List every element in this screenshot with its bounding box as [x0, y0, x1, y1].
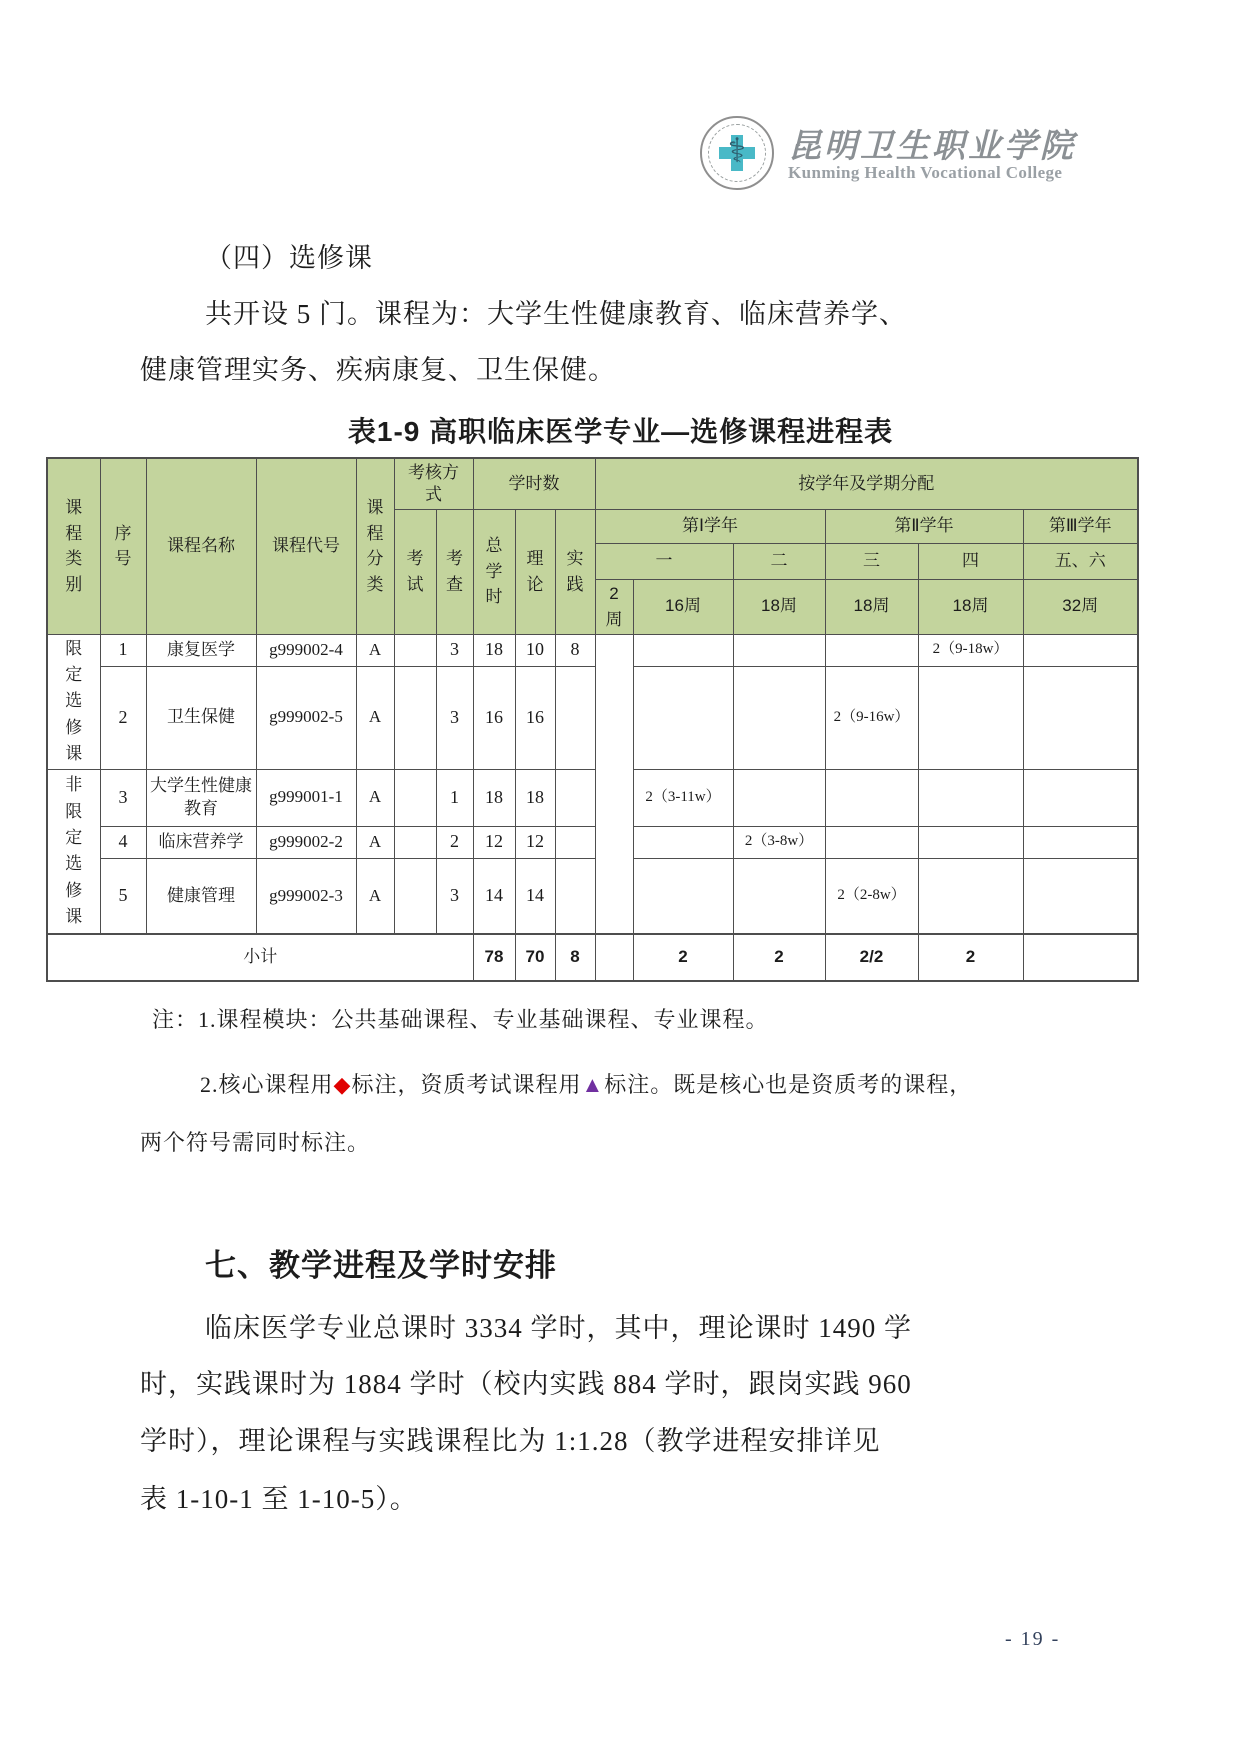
th-sem4: 四	[918, 543, 1023, 579]
th-sem3: 三	[825, 543, 918, 579]
th-theory: 理论	[515, 509, 555, 634]
subtotal-sem1: 2	[633, 934, 733, 981]
section4-heading: （四）选修课	[205, 243, 373, 273]
caduceus-icon: ⚕	[727, 133, 747, 170]
cell-seq: 4	[100, 826, 146, 858]
th-weeks32: 32周	[1023, 579, 1138, 634]
cell-sem3	[825, 634, 918, 666]
subtotal-sem4: 2	[918, 934, 1023, 981]
table-row	[47, 858, 1138, 934]
subtotal-row	[47, 934, 1138, 981]
cell-total: 18	[473, 769, 515, 826]
cell-sem4: 2（9-18w）	[918, 634, 1023, 666]
th-weeks18-sem4: 18周	[918, 579, 1023, 634]
table-note-1: 注：1.课程模块：公共基础课程、专业基础课程、专业课程。	[152, 1007, 769, 1032]
subtotal-2weeks	[595, 934, 633, 981]
th-assessment: 考核方式	[394, 458, 473, 509]
cell-class: A	[356, 858, 394, 934]
cell-sem3: 2（9-16w）	[825, 666, 918, 769]
th-sem2: 二	[733, 543, 825, 579]
cell-practice	[555, 666, 595, 769]
table-title: 表1-9 高职临床医学专业—选修课程进程表	[347, 416, 894, 447]
th-check: 考查	[436, 509, 473, 634]
page-number: - 19 -	[1005, 1628, 1061, 1650]
th-year1: 第Ⅰ学年	[595, 509, 825, 543]
cell-sem3	[825, 826, 918, 858]
cell-total: 14	[473, 858, 515, 934]
cell-theory: 14	[515, 858, 555, 934]
cell-class: A	[356, 769, 394, 826]
cell-sem3: 2（2-8w）	[825, 858, 918, 934]
th-weeks16: 16周	[633, 579, 733, 634]
section7-paragraph-line1: 临床医学专业总课时 3334 学时，其中，理论课时 1490 学	[205, 1313, 912, 1343]
cell-check: 3	[436, 858, 473, 934]
cell-sem2	[733, 769, 825, 826]
cell-course-name: 卫生保健	[146, 666, 256, 769]
cell-course-name: 临床营养学	[146, 826, 256, 858]
cell-exam	[394, 666, 436, 769]
th-course-name: 课程名称	[146, 458, 256, 634]
cell-sem2	[733, 634, 825, 666]
section4-paragraph-line1: 共开设 5 门。课程为：大学生性健康教育、临床营养学、	[205, 299, 907, 329]
th-year3: 第Ⅲ学年	[1023, 509, 1138, 543]
cell-seq: 2	[100, 666, 146, 769]
cell-practice: 8	[555, 634, 595, 666]
cell-total: 12	[473, 826, 515, 858]
th-seq: 序号	[100, 458, 146, 634]
cell-theory: 18	[515, 769, 555, 826]
cell-sem4	[918, 826, 1023, 858]
subtotal-practice: 8	[555, 934, 595, 981]
section4-paragraph-line2: 健康管理实务、疾病康复、卫生保健。	[140, 355, 616, 385]
th-exam: 考试	[394, 509, 436, 634]
th-course-code: 课程代号	[256, 458, 356, 634]
th-course-class: 课程分类	[356, 458, 394, 634]
cell-course-code: g999002-2	[256, 826, 356, 858]
th-distribution: 按学年及学期分配	[595, 458, 1138, 509]
table-row	[47, 634, 1138, 666]
cell-check: 3	[436, 634, 473, 666]
cell-total: 16	[473, 666, 515, 769]
subtotal-sem56	[1023, 934, 1138, 981]
subtotal-sem3: 2/2	[825, 934, 918, 981]
cell-sem1	[633, 826, 733, 858]
cell-course-code: g999002-3	[256, 858, 356, 934]
cell-exam	[394, 826, 436, 858]
cell-theory: 16	[515, 666, 555, 769]
cell-2weeks-merged	[595, 634, 633, 934]
cell-check: 2	[436, 826, 473, 858]
cell-total: 18	[473, 634, 515, 666]
cell-exam	[394, 858, 436, 934]
cell-exam	[394, 634, 436, 666]
cell-sem2	[733, 858, 825, 934]
th-year2: 第Ⅱ学年	[825, 509, 1023, 543]
cell-sem1: 2（3-11w）	[633, 769, 733, 826]
cell-exam	[394, 769, 436, 826]
note2-text-c: 标注。既是核心也是资质考的课程，	[604, 1072, 973, 1097]
header-row-1	[47, 458, 1138, 509]
cell-sem56	[1023, 634, 1138, 666]
th-hours: 学时数	[473, 458, 595, 509]
th-weeks18-sem2: 18周	[733, 579, 825, 634]
cell-sem1	[633, 858, 733, 934]
cell-course-code: g999001-1	[256, 769, 356, 826]
th-total-hours: 总学时	[473, 509, 515, 634]
cell-sem4	[918, 858, 1023, 934]
subtotal-theory: 70	[515, 934, 555, 981]
college-emblem	[700, 116, 774, 190]
th-sem1: 一	[595, 543, 733, 579]
th-sem56: 五、六	[1023, 543, 1138, 579]
table-row	[47, 769, 1138, 826]
cell-sem4	[918, 769, 1023, 826]
table-row	[47, 666, 1138, 769]
th-weeks2: 2周	[595, 579, 633, 634]
table-row	[47, 826, 1138, 858]
college-name-en: Kunming Health Vocational College	[788, 163, 1063, 182]
th-weeks18-sem3: 18周	[825, 579, 918, 634]
cell-sem56	[1023, 858, 1138, 934]
college-name-cn: 昆明卫生职业学院	[788, 129, 1076, 165]
cell-seq: 3	[100, 769, 146, 826]
cell-sem2: 2（3-8w）	[733, 826, 825, 858]
th-practice: 实践	[555, 509, 595, 634]
cell-theory: 12	[515, 826, 555, 858]
core-course-diamond-icon: ◆	[333, 1072, 352, 1097]
cell-course-code: g999002-5	[256, 666, 356, 769]
cell-sem4	[918, 666, 1023, 769]
section7-paragraph-line2: 时，实践课时为 1884 学时（校内实践 884 学时，跟岗实践 960	[140, 1369, 912, 1399]
course-schedule-table	[46, 457, 1139, 982]
cell-practice	[555, 769, 595, 826]
cell-sem1	[633, 666, 733, 769]
subtotal-total: 78	[473, 934, 515, 981]
cell-practice	[555, 858, 595, 934]
table-note-3: 两个符号需同时标注。	[140, 1130, 371, 1155]
cell-sem56	[1023, 666, 1138, 769]
cell-course-name: 健康管理	[146, 858, 256, 934]
cell-seq: 5	[100, 858, 146, 934]
cell-check: 1	[436, 769, 473, 826]
section7-paragraph-line4: 表 1-10-1 至 1-10-5）。	[140, 1484, 418, 1514]
cell-class: A	[356, 826, 394, 858]
cell-sem2	[733, 666, 825, 769]
qualification-triangle-icon: ▲	[581, 1072, 605, 1097]
th-course-category: 课程类别	[47, 458, 100, 634]
group-unlimited-electives: 非限定选修课	[47, 769, 100, 934]
cell-sem56	[1023, 826, 1138, 858]
cell-class: A	[356, 666, 394, 769]
section7-paragraph-line3: 学时），理论课程与实践课程比为 1:1.28（教学进程安排详见	[140, 1426, 881, 1456]
cell-check: 3	[436, 666, 473, 769]
cell-sem1	[633, 634, 733, 666]
cell-class: A	[356, 634, 394, 666]
cell-course-name: 大学生性健康教育	[146, 769, 256, 826]
cell-course-name: 康复医学	[146, 634, 256, 666]
cell-seq: 1	[100, 634, 146, 666]
cell-sem3	[825, 769, 918, 826]
cell-theory: 10	[515, 634, 555, 666]
subtotal-label: 小计	[47, 934, 473, 981]
table-note-2	[200, 1068, 972, 1099]
cell-course-code: g999002-4	[256, 634, 356, 666]
cell-practice	[555, 826, 595, 858]
note2-text-a: 2.核心课程用	[200, 1072, 334, 1097]
note2-text-b: 标注，资质考试课程用	[351, 1072, 582, 1097]
subtotal-sem2: 2	[733, 934, 825, 981]
cell-sem56	[1023, 769, 1138, 826]
section7-heading: 七、教学进程及学时安排	[205, 1248, 557, 1283]
group-limited-electives: 限定选修课	[47, 634, 100, 769]
